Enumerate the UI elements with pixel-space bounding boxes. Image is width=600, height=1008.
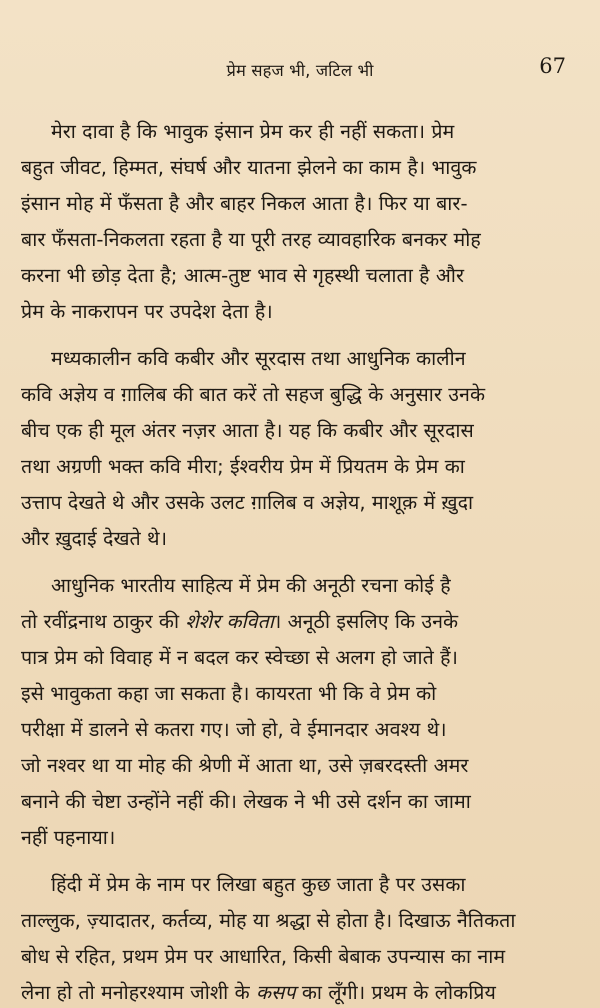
text-line: नहीं पहनाया। xyxy=(21,826,116,849)
book-title-italic: शेशेर कविता xyxy=(185,610,274,633)
text-line: करना भी छोड़ देता है; आत्म-तुष्ट भाव से गृहस्थी चलाता है और xyxy=(21,264,465,287)
body-text xyxy=(21,114,571,1008)
text-span: । अनूठी इसलिए कि उनके xyxy=(273,610,459,633)
text-line: कवि अज्ञेय व ग़ालिब की बात करें तो सहज बुद्धि के अनुसार उनके xyxy=(21,383,486,406)
text-span: लेना हो तो मनोहरश्याम जोशी के xyxy=(21,981,256,1004)
text-line: पात्र प्रेम को विवाह में न बदल कर स्वेच्छा से अलग हो जाते हैं। xyxy=(21,646,459,669)
text-line: प्रेम के नाकरापन पर उपदेश देता है। xyxy=(21,300,273,323)
paragraph-4 xyxy=(21,867,571,1008)
text-line: मेरा दावा है कि भावुक इंसान प्रेम कर ही नहीं सकता। प्रेम xyxy=(51,120,455,143)
text-line: बनाने की चेष्टा उन्होंने नहीं की। लेखक ने भी उसे दर्शन का जामा xyxy=(21,790,471,813)
paragraph-2 xyxy=(21,341,571,557)
text-line: ताल्लुक, ज़्यादातर, कर्तव्य, मोह या श्रद्धा से होता है। दिखाऊ नैतिकता xyxy=(21,909,516,932)
text-line xyxy=(21,975,571,1008)
text-line: उत्ताप देखते थे और उसके उलट ग़ालिब व अज्ञेय, माशूक़ में ख़ुदा xyxy=(21,491,474,514)
paragraph-3 xyxy=(21,568,571,856)
text-line: बोध से रहित, प्रथम प्रेम पर आधारित, किसी बेबाक उपन्यास का नाम xyxy=(21,945,506,968)
page-header xyxy=(0,54,600,84)
text-line: हिंदी में प्रेम के नाम पर लिखा बहुत कुछ जाता है पर उसका xyxy=(51,873,466,896)
text-line: बहुत जीवट, हिम्मत, संघर्ष और यातना झेलने का काम है। भावुक xyxy=(21,156,477,179)
text-span: तो रवींद्रनाथ ठाकुर की xyxy=(21,610,186,633)
text-line: जो नश्वर था या मोह की श्रेणी में आता था, उसे ज़बरदस्ती अमर xyxy=(21,754,469,777)
text-line: बीच एक ही मूल अंतर नज़र आता है। यह कि कबीर और सूरदास xyxy=(21,419,474,442)
text-line: परीक्षा में डालने से कतरा गए। जो हो, वे ईमानदार अवश्य थे। xyxy=(21,718,447,741)
text-line: और ख़ुदाई देखते थे। xyxy=(21,527,168,550)
text-line: इंसान मोह में फँसता है और बाहर निकल आता है। फिर या बार- xyxy=(21,192,468,215)
text-line: मध्यकालीन कवि कबीर और सूरदास तथा आधुनिक कालीन xyxy=(51,347,466,370)
running-title: प्रेम सहज भी, जटिल भी xyxy=(226,61,374,80)
text-line: तथा अग्रणी भक्त कवि मीरा; ईश्वरीय प्रेम में प्रियतम के प्रेम का xyxy=(21,455,465,478)
text-line: बार फँसता-निकलता रहता है या पूरी तरह व्यावहारिक बनकर मोह xyxy=(21,228,481,251)
book-title-italic: कसप xyxy=(255,981,296,1004)
paragraph-1 xyxy=(21,114,571,330)
page-number: 67 xyxy=(539,54,566,78)
text-line: आधुनिक भारतीय साहित्य में प्रेम की अनूठी रचना कोई है xyxy=(51,574,451,597)
text-span: का लूँगी। प्रथम के लोकप्रिय xyxy=(295,981,496,1004)
text-line xyxy=(21,604,571,640)
text-line: इसे भावुकता कहा जा सकता है। कायरता भी कि वे प्रेम को xyxy=(21,682,437,705)
